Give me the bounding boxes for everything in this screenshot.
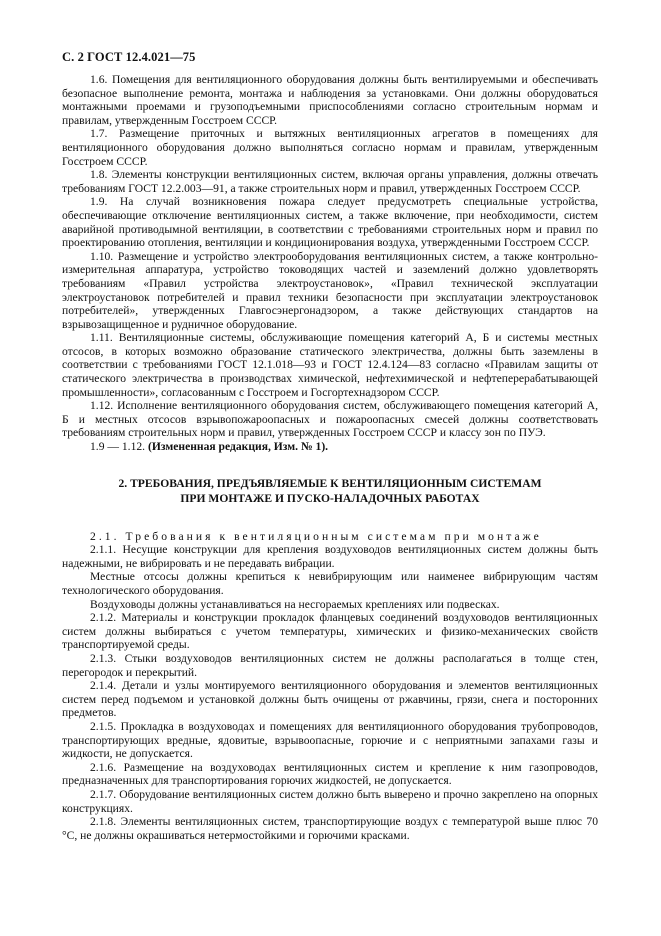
paragraph-2-1-8: 2.1.8. Элементы вентиляционных систем, транспортирующие воздух с температурой выше плюс 70 °С, не должны окрашиваться нетермостойкими и горючими красками. (62, 815, 598, 842)
paragraph-1-10: 1.10. Размещение и устройство электрооборудования вентиляционных систем, а также контрольно-измерительная аппаратура, устройство тоководящих частей и заземлений должно удовлетворять требованиям «Правил устройства электроустановок», «Правил технической эксплуатации электроустановок потребителей и правил техники безопасности при эксплуатации электроустановок потребителей», утвержденных Главгосэнергонадзором, а также действующих стандартов на взрывозащищенное и рудничное оборудование. (62, 249, 598, 331)
revision-note (62, 440, 598, 454)
paragraph-1-7: 1.7. Размещение приточных и вытяжных вентиляционных агрегатов в помещениях для вентиляционного оборудования должно выполняться согласно нормам и правилам, утвержденным Госстроем СССР. (62, 127, 598, 168)
paragraph-2-1-2: 2.1.2. Материалы и конструкции прокладок фланцевых соединений воздуховодов вентиляционных систем должны выбираться с учетом температуры, химических и физико-механических свойств транспортируемой среды. (62, 611, 598, 652)
revision-range: 1.9 — 1.12. (90, 440, 146, 454)
revision-text: (Измененная редакция, Изм. № 1). (147, 440, 329, 454)
paragraph-1-9: 1.9. На случай возникновения пожара следует предусмотреть специальные устройства, обеспечивающие отключение вентиляционных систем, а также включение, при необходимости, систем аварийной противодымной вентиляции, в соответствии с требованиями строительных норм и правил по проектированию отопления, вентиляции и кондиционирования воздуха, утвержденными Госстроем СССР. (62, 195, 598, 250)
paragraph-local-exhausts: Местные отсосы должны крепиться к невибрирующим или наименее вибрирующим частям технологического оборудования. (62, 570, 598, 597)
section-title (62, 476, 598, 506)
section-title-line-2: ПРИ МОНТАЖЕ И ПУСКО-НАЛАДОЧНЫХ РАБОТАХ (180, 491, 480, 505)
paragraph-1-12: 1.12. Исполнение вентиляционного оборудования систем, обслуживающего помещения категорий А, Б и местных отсосов взрывопожароопасных и пожароопасных смесей должны соответствовать требованиям строительных норм и правил, утвержденных Госстроем СССР и классу зон по ПУЭ. (62, 399, 598, 440)
page-header: С. 2 ГОСТ 12.4.021—75 (62, 50, 196, 64)
paragraph-2-1-5: 2.1.5. Прокладка в воздуховодах и помещениях для вентиляционного оборудования трубопроводов, транспортирующих вредные, ядовитые, взрывоопасные, горючие и с неприятными запахами газы и жидкости, не допускается. (62, 719, 598, 761)
paragraph-2-1-4: 2.1.4. Детали и узлы монтируемого вентиляционного оборудования и элементов вентиляционных систем перед подъемом и установкой должны быть очищены от ржавчины, грязи, снега и посторонних предметов. (62, 679, 598, 720)
paragraph-1-11: 1.11. Вентиляционные системы, обслуживающие помещения категорий А, Б и системы местных отсосов, в которых возможно образование статического электричества, должны быть заземлены в соответствии с требованиями ГОСТ 12.1.018—93 и ГОСТ 12.4.124—83 согласно «Правилам защиты от статического электричества в производствах химической, нефтехимической и нефтеперерабатывающей промышленности», согласованным с Госстроем и Госгортехнадзором СССР. (62, 331, 598, 399)
paragraph-2-1-7: 2.1.7. Оборудование вентиляционных систем должно быть выверено и прочно закреплено на опорных конструкциях. (62, 787, 598, 815)
paragraph-air-ducts: Воздуховоды должны устанавливаться на несгораемых креплениях или подвесках. (90, 597, 500, 611)
paragraph-2-1-3: 2.1.3. Стыки воздуховодов вентиляционных систем не должны располагаться в толще стен, перегородок и перекрытий. (62, 651, 598, 679)
subsection-heading: 2.1. Требования к вентиляционным системам при монтаже (90, 529, 542, 543)
text-column (62, 73, 598, 842)
paragraph-2-1-1: 2.1.1. Несущие конструкции для крепления воздуховодов вентиляционных систем должны быть надежными, не вибрировать и не передавать вибрации. (62, 543, 598, 570)
paragraph-1-8: 1.8. Элементы конструкции вентиляционных систем, включая органы управления, должны отвечать требованиям ГОСТ 12.2.003—91, а также строительных норм и правил, утвержденных Госстроем СССР. (62, 168, 598, 195)
paragraph-2-1-6: 2.1.6. Размещение на воздуховодах вентиляционных систем и крепление к ним газопроводов, предназначенных для транспортирования горючих жидкостей, не допускается. (62, 760, 598, 788)
section-title-line-1: 2. ТРЕБОВАНИЯ, ПРЕДЪЯВЛЯЕМЫЕ К ВЕНТИЛЯЦИОННЫМ СИСТЕМАМ (118, 476, 542, 490)
paragraph-1-6: 1.6. Помещения для вентиляционного оборудования должны быть вентилируемыми и обеспечивать безопасное выполнение ремонта, монтажа и наблюдения за установками. Они должны оборудоваться монтажными проемами и грузоподъемными приспособлениями согласно строительным нормам и правилам, утвержденным Госстроем СССР. (62, 73, 598, 127)
